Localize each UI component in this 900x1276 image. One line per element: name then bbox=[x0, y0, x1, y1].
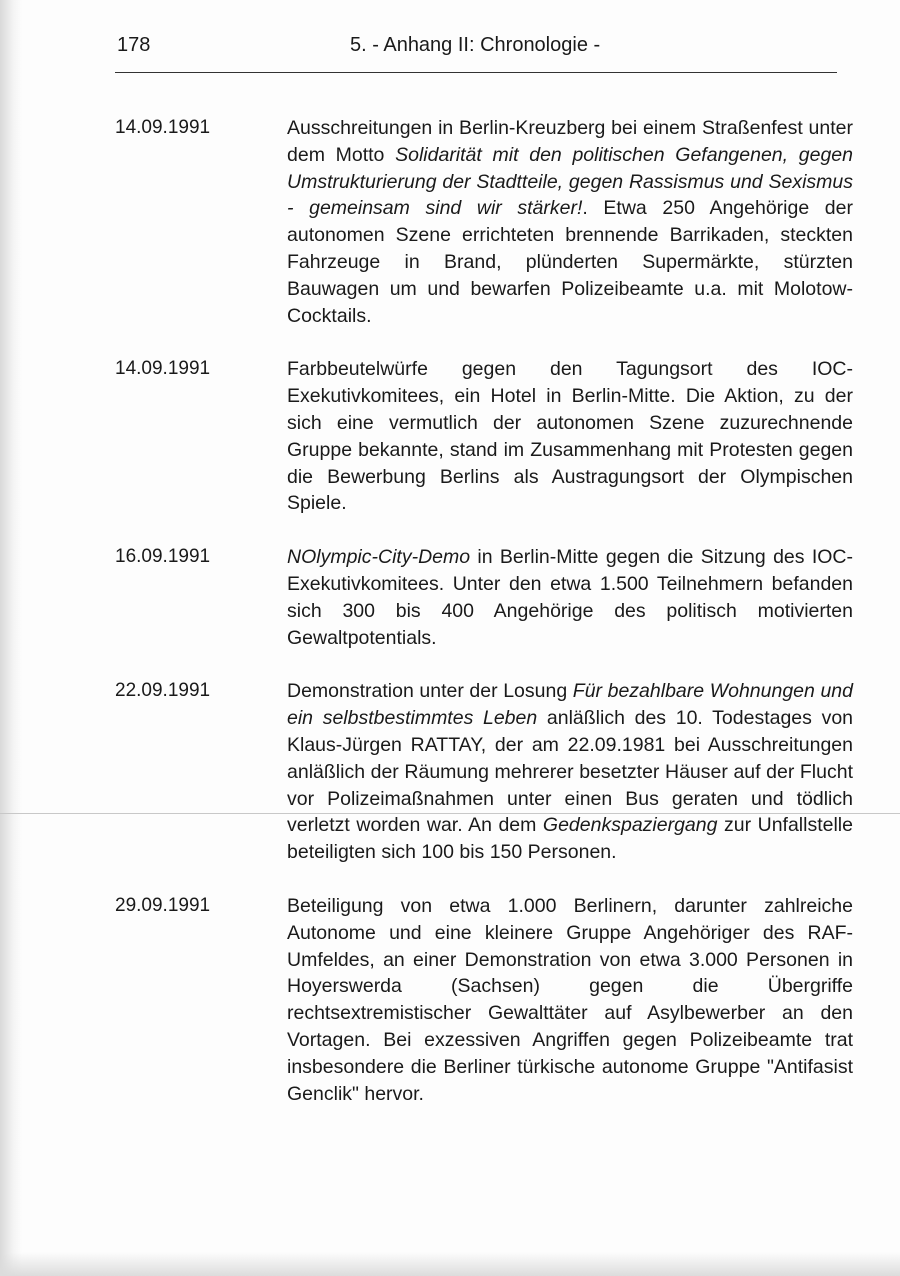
entry-text-italic: Für bezahlbare Wohnungen und ein selbstbestimmtes Leben bbox=[287, 680, 853, 730]
entry-text-italic: Gedenkspaziergang bbox=[542, 814, 718, 837]
entry-text-italic: Solidarität mit den politischen Gefangenen, gegen Umstrukturierung der Stadtteile, gegen Rassismus und Sexismus - gemeinsam sind wir stärker! bbox=[287, 143, 853, 220]
entry-text-segment: in Berlin-Mitte gegen die Sitzung des IOC-Exekutivkomitees. Unter den etwa 1.500 Teilnehmern befanden sich 300 bis 400 Angehörige des politisch motivierten Gewaltpotentials. bbox=[287, 546, 853, 649]
chronology-list bbox=[115, 115, 855, 1134]
entry-date: 22.09.1991 bbox=[115, 680, 211, 702]
page-number: 178 bbox=[117, 34, 151, 56]
header-rule bbox=[115, 72, 837, 73]
entry-text-segment: Beteiligung von etwa 1.000 Berlinern, darunter zahlreiche Autonome und eine kleinere Gruppe Angehöriger des RAF-Umfeldes, an einer Demonstration von etwa 3.000 Personen in Hoyerswerda (Sachsen) gegen die Übergriffe rechtsextremistischer Gewalttäter auf Asylbewerber an den Vortagen. Bei exzessiven Angriffen gegen Polizeibeamte trat insbesondere die Berliner türkische autonome Gruppe "Antifasist Genclik" hervor. bbox=[287, 894, 853, 1105]
entry-text-segment: anläßlich des 10. Todestages von Klaus-Jürgen RATTAY, der am 22.09.1981 bei Ausschreitungen anläßlich der Räumung mehrerer besetzter Häuser auf der Flucht vor Polizeimaßnahmen unter einen Bus geraten und tödlich verletzt worden war. An dem bbox=[287, 707, 854, 837]
entry-text-segment: Farbbeutelwürfe gegen den Tagungsort des IOC-Exekutivkomitees, ein Hotel in Berlin-Mitte. Die Aktion, zu der sich eine vermutlich der autonomen Szene zuzurechnende Gruppe bekannte, stand im Zusammenhang mit Protesten gegen die Bewerbung Berlins als Austragungsort der Olympischen Spiele. bbox=[287, 358, 853, 515]
chronology-entry bbox=[115, 544, 855, 651]
chronology-entry bbox=[115, 356, 855, 517]
entry-text bbox=[287, 544, 853, 651]
entry-date: 16.09.1991 bbox=[115, 546, 211, 568]
entry-date: 14.09.1991 bbox=[115, 358, 211, 380]
entry-text-segment: zur Unfallstelle beteiligten sich 100 bis 150 Personen. bbox=[287, 814, 853, 864]
entry-text-segment: . Etwa 250 Angehörige der autonomen Szene errichteten brennende Barrikaden, steckten Fahrzeuge in Brand, plünderten Supermärkte, stürzten Bauwagen um und bewarfen Polizeibeamte u.a. mit Molotow-Cocktails. bbox=[287, 197, 853, 327]
scan-left-shadow bbox=[0, 0, 22, 1276]
entry-text bbox=[287, 893, 853, 1107]
entry-text-segment: Demonstration unter der Losung bbox=[287, 680, 573, 703]
entry-text bbox=[287, 356, 853, 517]
page-header bbox=[117, 34, 837, 64]
entry-date: 29.09.1991 bbox=[115, 894, 211, 916]
chronology-entry bbox=[115, 893, 855, 1107]
running-title: 5. - Anhang II: Chronologie - bbox=[350, 34, 601, 56]
entry-text bbox=[287, 115, 853, 329]
entry-text bbox=[287, 678, 853, 866]
chronology-entry bbox=[115, 678, 855, 866]
chronology-entry bbox=[115, 115, 855, 329]
entry-text-segment: Ausschreitungen in Berlin-Kreuzberg bei einem Straßenfest unter dem Motto bbox=[287, 117, 853, 166]
entry-text-italic: NOlympic-City-Demo bbox=[287, 546, 471, 569]
scan-bottom-shadow bbox=[0, 1252, 900, 1276]
entry-date: 14.09.1991 bbox=[115, 117, 211, 138]
